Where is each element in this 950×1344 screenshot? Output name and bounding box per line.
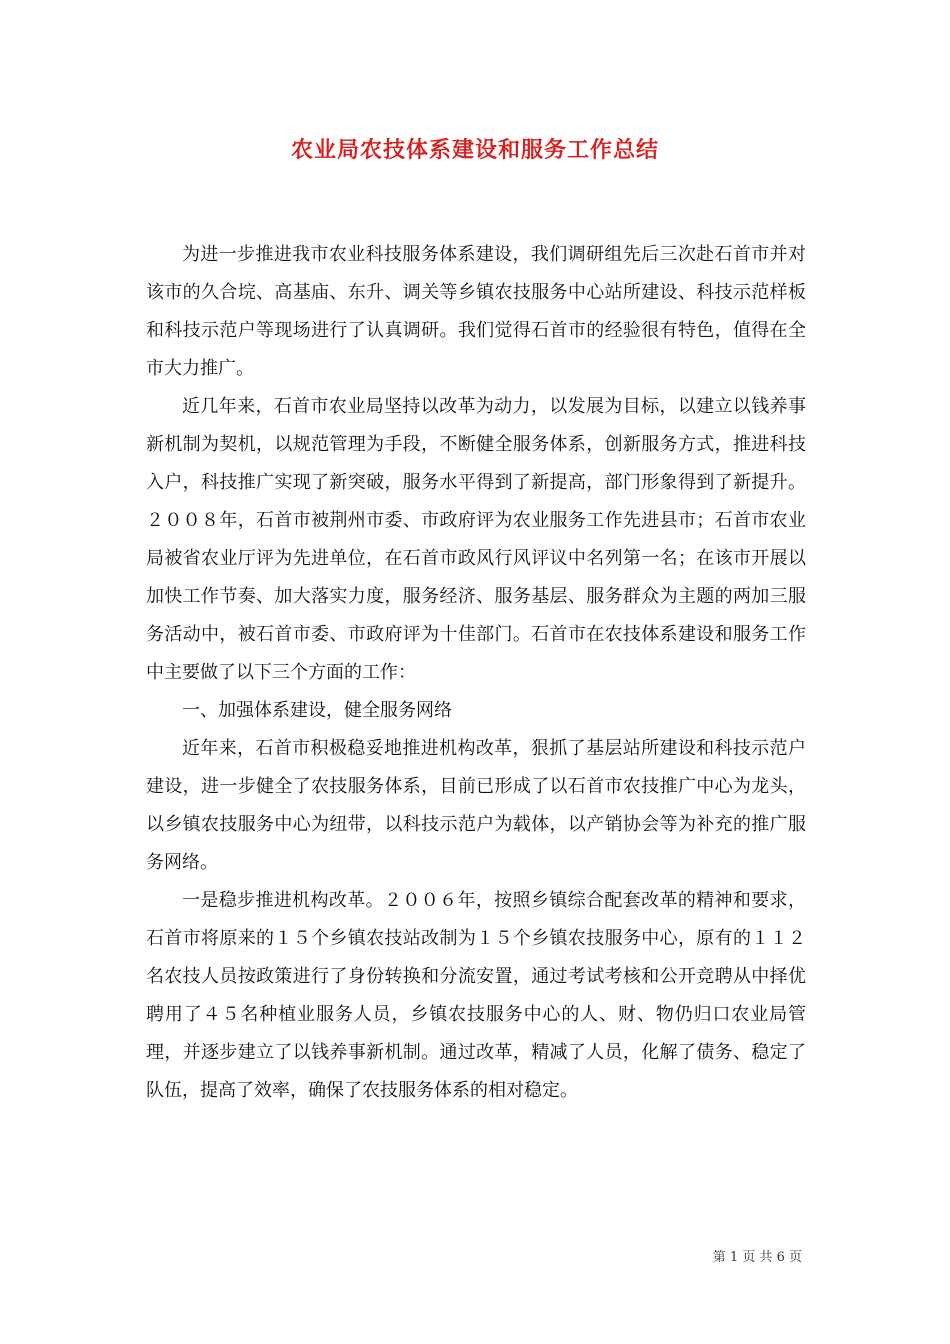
section-heading-1: 一、加强体系建设，健全服务网络 [182,700,452,721]
page-number: 第 1 页 共 6 页 [712,1250,802,1265]
paragraph-reform: 一是稳步推进机构改革。２００６年，按照乡镇综合配套改革的精神和要求，石首市将原来的１５个乡镇农技站改制为１５个乡镇农技服务中心，原有的１１２名农技人员按政策进行了身份转换和分流安置，通过考试考核和公开竞聘从中择优聘用了４５名种植业服务人员，乡镇农技服务中心的人、财、物仍归口农业局管理，并逐步建立了以钱养事新机制。通过改革，精减了人员，化解了债务、稳定了队伍，提高了效率，确保了农技服务体系的相对稳定。 [146,890,806,1101]
document-title: 农业局农技体系建设和服务工作总结 [290,137,659,163]
paragraph-overview: 近几年来，石首市农业局坚持以改革为动力，以发展为目标，以建立以钱养事新机制为契机，以规范管理为手段，不断健全服务体系，创新服务方式，推进科技入户，科技推广实现了新突破，服务水平得到了新提高，部门形象得到了新提升。２００８年，石首市被荆州市委、市政府评为农业服务工作先进县市；石首市农业局被省农业厅评为先进单位，在石首市政风行风评议中名列第一名；在该市开展以加快工作节奏、加大落实力度，服务经济、服务基层、服务群众为主题的两加三服务活动中，被石首市委、市政府评为十佳部门。石首市在农技体系建设和服务工作中主要做了以下三个方面的工作： [146,396,806,683]
document-body [146,236,806,1110]
paragraph-network: 近年来，石首市积极稳妥地推进机构改革，狠抓了基层站所建设和科技示范户建设，进一步健全了农技服务体系，目前已形成了以石首市农技推广中心为龙头，以乡镇农技服务中心为纽带，以科技示范户为载体，以产销协会等为补充的推广服务网络。 [146,738,806,873]
paragraph-intro: 为进一步推进我市农业科技服务体系建设，我们调研组先后三次赴石首市并对该市的久合垸、高基庙、东升、调关等乡镇农技服务中心站所建设、科技示范样板和科技示范户等现场进行了认真调研。我们觉得石首市的经验很有特色，值得在全市大力推广。 [146,244,806,379]
